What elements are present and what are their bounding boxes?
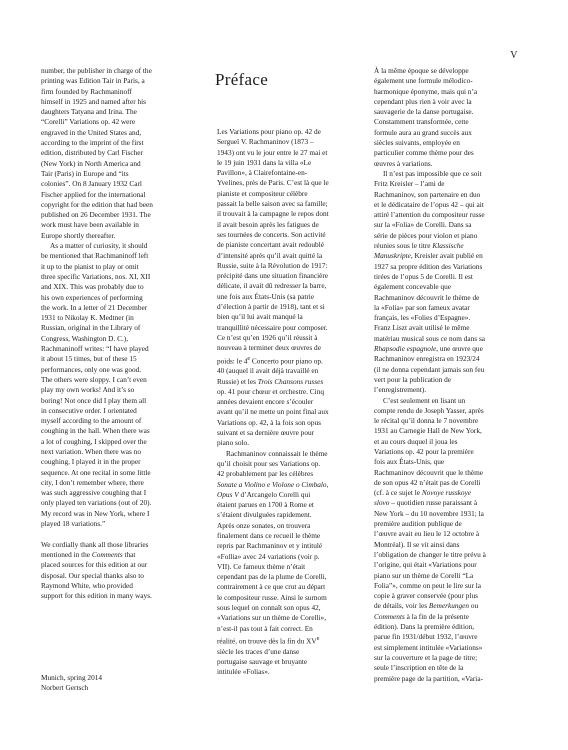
section-heading: Préface [215, 70, 269, 89]
page-number: V [510, 50, 518, 61]
paragraph: C’est seulement en lisant un compte rendu de Joseph Yasser, après le récital qu’il donna le 7 novembre 1931 au Carnegie Hall de New York, et au cours duquel il joua les Variations op. 42 pour la première fois aux États-Unis, que Rachmaninov découvrit que le thème de son opus 42 n’était pas de Corelli (cf. à ce sujet le Novoye russkoye slovo – quotidien russe paraissant à New York – du 10 novembre 1931; la première audition publique de l’œuvre avait eu lieu le 12 octobre à Montréal). Il se vit ainsi dans l’obligation de changer le titre prévu à l’origine, qui était «Variations pour piano sur un thème de Corelli “La Folia”», comme on peut le lire sur la copie à graver conservée (pour plus de détails, voir les Bemerkungen ou Comments à la fin de la présente édition). Dans la première édition, parue fin 1931/début 1932, l’œuvre est simplement intitulée «Variations» sur la couverture et la page de titre; seule l’inscription en tête de la première page de la partition, «Varia- [374, 395, 486, 683]
signature [41, 673, 102, 694]
paragraph: We cordially thank all those libraries mentioned in the Comments that placed sources for this edition at our disposal. Our special thanks also to Raymond White, who provided support for this edition in many ways. [41, 539, 152, 601]
paragraph: Rachmaninov connaissait le thème qu’il choisit pour ses Variations op. 42 probablement par les célèbres Sonate a Violino e Violone o Cimbalo, Opus V d’Arcangelo Corelli qui étaient parues en 1700 à Rome et s’étaient divulguées rapidement. Après onze sonates, on trouvera finalement dans ce recueil le thème repris par Rachmaninov et y intitulé «Follia» avec 24 variations (voir p. VII). Ce fameux thème n’était cependant pas de la plume de Corelli, contrairement à ce que crut au départ le compositeur russe. Ainsi le surnom sous lequel on connaît son opus 42, «Variations sur un thème de Corelli», n’est-il pas tout à fait correct. En réalité, on trouve dès la fin du XVe siècle les traces d’une danse portugaise sauvage et bruyante intitulée «Folias». [217, 448, 329, 677]
paragraph: Les Variations pour piano op. 42 de Sergueï V. Rachmaninov (1873 – 1943) ont vu le jour entre le 27 mai et le 19 juin 1931 dans la villa «Le Pavillon», à Clairefontaine-en-Yvelines, près de Paris. C’est là que le pianiste et compositeur célèbre passait la belle saison avec sa famille; il trouvait à la campagne le repos dont il avait besoin après les fatigues de ses tournées de concerts. Son activité de pianiste concertant avait redoublé d’intensité après qu’il avait quitté la Russie, suite à la Révolution de 1917: précipité dans une situation financière délicate, il avait dû redresser la barre, une fois aux États-Unis (sa patrie d’élection à partir de 1918), tant et si bien qu’il lui avait manqué la tranquillité nécessaire pour composer. Ce n’est qu’en 1926 qu’il réussit à nouveau à terminer deux œuvres de poids: le 4e Concerto pour piano op. 40 (auquel il avait déjà travaillé en Russie) et les Trois Chansons russes op. 41 pour chœur et orchestre. Cinq années devaient encore s’écouler avant qu’il ne mette un point final aux Variations op. 42, à la fois son opus suivant et sa dernière œuvre pour piano solo. [217, 127, 329, 448]
paragraph: À la même époque se développe également une formule mélodico-harmonique éponyme, mais qui n’a cependant plus rien à voir avec la sauvagerie de la danse portugaise. Constamment transformée, cette formule aura au grand succès aux siècles suivants, employée en particulier comme thème pour des œuvres à variations. [374, 66, 478, 168]
paragraph: number, the publisher in charge of the printing was Edition Tair in Paris, a firm founded by Rachmaninoff himself in 1925 and named after his daughters Tatyana and Irina. The “Corelli” Variations op. 42 were engraved in the United States and, according to the imprint of the first edition, distributed by Carl Fischer (New York) in North America and Tair (Paris) in Europe and “its colonies”. On 8 January 1932 Carl Fischer applied for the international copyright for the edition that had been published on 26 December 1931. The work must have been available in Europe shortly thereafter. [41, 66, 153, 240]
paragraph: Il n’est pas impossible que ce soit Fritz Kreisler – l’ami de Rachmaninov, son partenaire en duo et le dédicataire de l’opus 42 – qui ait attiré l’attention du compositeur russe sur la «Folia» de Corelli. Dans sa série de pièces pour violon et piano réunies sous le titre Klassische Manuskripte, Kreisler avait publié en 1927 sa propre édition des Variations tirées de l’opus 5 de Corelli. Il est également concevable que Rachmaninov découvrit le thème de la «Folia» par son fameux avatar français, les «Folies d’Espagne». Franz Liszt avait utilisé le même matériau musical sous ce nom dans sa Rhapsodie espagnole, une œuvre que Rachmaninov enregistra en 1923/24 (il ne donna cependant jamais son feu vert pour la publication de l’enregistrement). [374, 168, 486, 395]
signature-place-date: Munich, spring 2014 [41, 673, 103, 682]
column-middle [217, 127, 329, 678]
signature-author: Norbert Gertsch [41, 683, 89, 693]
column-right [374, 66, 486, 684]
column-left [41, 66, 153, 601]
paragraph: As a matter of curiosity, it should be mentioned that Rachmaninoff left it up to the pianist to play or omit three specific Variations, nos. XI, XII and XIX. This was probably due to his own experiences of performing the work. In a letter of 21 December 1931 to Nikolay K. Medtner (in Russian, original in the Library of Congress, Washington D. C.), Rachmaninoff writes: “I have played it about 15 times, but of these 15 performances, only one was good. The others were sloppy. I can’t even play my own works! And it’s so boring! Not once did I play them all in consecutive order. I orientated myself according to the amount of coughing in the hall. When there was a lot of coughing, I skipped over the next variation. When there was no coughing, I played it in the proper sequence. At one recital in some little city, I don’t remember where, there was such aggressive coughing that I only played ten variations (out of 20). My record was in New York, where I played 18 variations.” [41, 241, 152, 529]
